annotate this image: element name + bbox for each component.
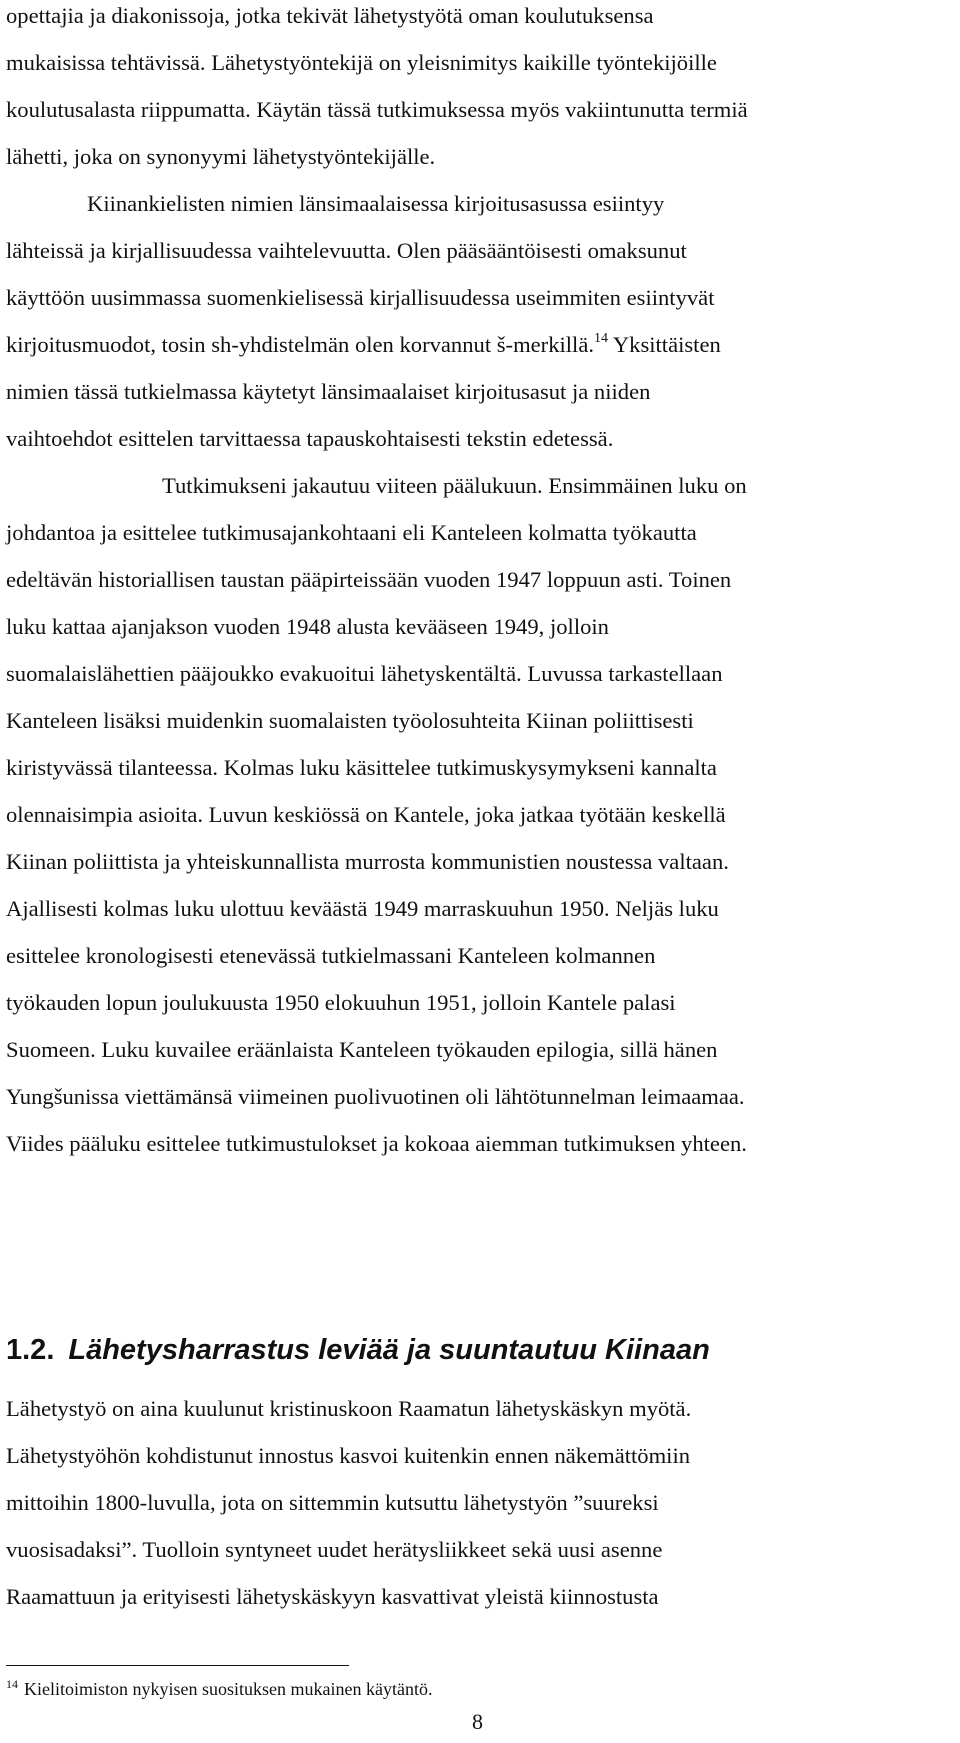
body-line: Yungšunissa viettämänsä viimeinen puolivuotinen oli lähtötunnelman leimaamaa. — [6, 1084, 745, 1109]
section-number: 1.2. — [6, 1334, 55, 1366]
footnote-text: Kielitoimiston nykyisen suosituksen mukainen käytäntö. — [24, 1679, 433, 1699]
body-line: olennaisimpia asioita. Luvun keskiössä on Kantele, joka jatkaa työtään keskellä — [6, 802, 726, 827]
body-line: vuosisadaksi”. Tuolloin syntyneet uudet herätysliikkeet sekä uusi asenne — [6, 1537, 663, 1562]
body-line: opettajia ja diakonissoja, jotka tekivät lähetystyötä oman koulutuksensa — [6, 3, 654, 28]
footnote-reference[interactable]: 14 — [594, 331, 609, 346]
body-text: Yksittäisten — [608, 332, 721, 357]
page-number: 8 — [472, 1709, 483, 1734]
body-line: mittoihin 1800-luvulla, jota on sittemmin kutsuttu lähetystyön ”suureksi — [6, 1490, 659, 1515]
body-line: edeltävän historiallisen taustan pääpirteissään vuoden 1947 loppuun asti. Toinen — [6, 567, 732, 592]
body-line: mukaisissa tehtävissä. Lähetystyöntekijä on yleisnimitys kaikille työntekijöille — [6, 50, 717, 75]
body-line: koulutusalasta riippumatta. Käytän tässä tutkimuksessa myös vakiintunutta termiä — [6, 97, 748, 122]
body-line: Lähetystyö on aina kuulunut kristinuskoon Raamatun lähetyskäskyn myötä. — [6, 1396, 692, 1421]
body-line: työkauden lopun joulukuusta 1950 elokuuhun 1951, jolloin Kantele palasi — [6, 990, 676, 1015]
body-line: lähteissä ja kirjallisuudessa vaihtelevuutta. Olen pääsääntöisesti omaksunut — [6, 238, 687, 263]
body-line: käyttöön uusimmassa suomenkielisessä kirjallisuudessa useimmiten esiintyvät — [6, 285, 715, 310]
footnote-separator — [6, 1665, 349, 1666]
body-line: Ajallisesti kolmas luku ulottuu keväästä 1949 marraskuuhun 1950. Neljäs luku — [6, 896, 719, 921]
body-line: vaihtoehdot esittelen tarvittaessa tapauskohtaisesti tekstin edetessä. — [6, 426, 614, 451]
body-line: Kiinan poliittista ja yhteiskunnallista murrosta kommunistien noustessa valtaan. — [6, 849, 729, 874]
section-title: Lähetysharrastus leviää ja suuntautuu Kiinaan — [68, 1334, 710, 1366]
body-text: kirjoitusmuodot, tosin sh-yhdistelmän olen korvannut š-merkillä. — [6, 332, 595, 357]
body-line: Kanteleen lisäksi muidenkin suomalaisten työolosuhteita Kiinan poliittisesti — [6, 708, 694, 733]
body-line: esittelee kronologisesti etenevässä tutkielmassani Kanteleen kolmannen — [6, 943, 656, 968]
section-heading — [6, 1336, 710, 1365]
body-line: johdantoa ja esittelee tutkimusajankohtaani eli Kanteleen kolmatta työkautta — [6, 520, 697, 545]
body-line: Kiinankielisten nimien länsimaalaisessa kirjoitusasussa esiintyy — [87, 191, 665, 216]
body-line: luku kattaa ajanjakson vuoden 1948 alusta kevääseen 1949, jolloin — [6, 614, 609, 639]
body-line: kiristyvässä tilanteessa. Kolmas luku käsittelee tutkimuskysymykseni kannalta — [6, 755, 717, 780]
body-line: Raamattuun ja erityisesti lähetyskäskyyn kasvattivat yleistä kiinnostusta — [6, 1584, 659, 1609]
body-line: lähetti, joka on synonyymi lähetystyöntekijälle. — [6, 144, 436, 169]
body-line: Viides pääluku esittelee tutkimustulokset ja kokoaa aiemman tutkimuksen yhteen. — [6, 1131, 747, 1156]
footnote — [6, 1677, 433, 1699]
body-line: Suomeen. Luku kuvailee eräänlaista Kanteleen työkauden epilogia, sillä hänen — [6, 1037, 718, 1062]
body-line-with-footnote-ref — [6, 331, 721, 357]
body-line: Tutkimukseni jakautuu viiteen päälukuun. Ensimmäinen luku on — [162, 473, 747, 498]
body-line: nimien tässä tutkielmassa käytetyt länsimaalaiset kirjoitusasut ja niiden — [6, 379, 651, 404]
body-line: suomalaislähettien pääjoukko evakuoitui lähetyskentältä. Luvussa tarkastellaan — [6, 661, 723, 686]
body-line: Lähetystyöhön kohdistunut innostus kasvoi kuitenkin ennen näkemättömiin — [6, 1443, 691, 1468]
footnote-marker: 14 — [6, 1677, 18, 1691]
